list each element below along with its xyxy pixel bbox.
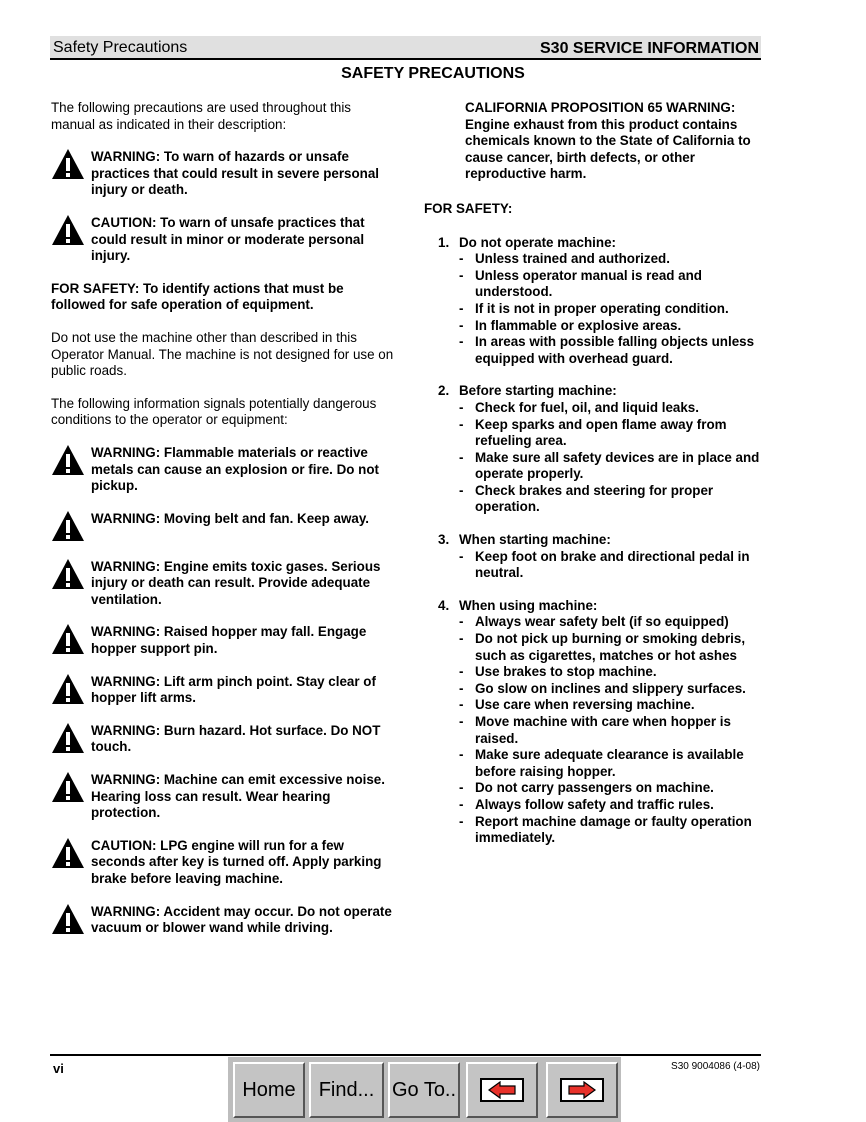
step-title: Before starting machine: bbox=[459, 383, 617, 399]
previous-page-button[interactable] bbox=[466, 1062, 538, 1118]
warning-triangle-icon bbox=[51, 557, 85, 591]
list-item bbox=[459, 334, 769, 367]
list-item-text: Go slow on inclines and slippery surfaces. bbox=[475, 680, 746, 696]
dash-bullet: - bbox=[459, 482, 464, 498]
warning-signal-text: CAUTION: LPG engine will run for a few seconds after key is turned off. Apply parking brake before leaving machine. bbox=[91, 837, 382, 886]
warning-triangle-icon bbox=[51, 147, 85, 181]
dash-bullet: - bbox=[459, 251, 464, 267]
safety-steps bbox=[424, 235, 769, 847]
list-item bbox=[459, 797, 769, 814]
dash-bullet: - bbox=[459, 747, 464, 763]
warning-signal bbox=[51, 624, 396, 657]
warning-signal-text: WARNING: Accident may occur. Do not operate vacuum or blower wand while driving. bbox=[91, 903, 392, 936]
warning-signal-text: WARNING: Moving belt and fan. Keep away. bbox=[91, 510, 370, 526]
dash-bullet: - bbox=[459, 631, 464, 647]
list-item-text: Make sure all safety devices are in place and operate properly. bbox=[475, 449, 760, 482]
warning-triangle-icon bbox=[51, 836, 85, 870]
intro-text: The following precautions are used throughout this manual as indicated in their description: bbox=[51, 100, 351, 132]
list-item-text: Keep sparks and open flame away from refueling area. bbox=[475, 416, 727, 449]
dash-bullet: - bbox=[459, 416, 464, 432]
list-item-text: Do not pick up burning or smoking debris, such as cigarettes, matches or hot ashes bbox=[475, 631, 746, 663]
warning-definition bbox=[51, 149, 396, 199]
document-id: S30 9004086 (4-08) bbox=[671, 1061, 760, 1072]
previous-arrow-frame bbox=[480, 1078, 524, 1102]
warning-triangle-icon bbox=[51, 213, 85, 247]
step-number: 3. bbox=[438, 532, 450, 548]
header-bar bbox=[50, 36, 761, 60]
list-item bbox=[459, 318, 769, 335]
list-item-text: Move machine with care when hopper is raised. bbox=[475, 714, 731, 746]
safety-step bbox=[424, 383, 769, 516]
dash-bullet: - bbox=[459, 714, 464, 729]
step-heading bbox=[424, 532, 769, 549]
warning-signal-text: WARNING: Engine emits toxic gases. Serious injury or death can result. Provide adequate ventilation. bbox=[91, 558, 381, 607]
list-item bbox=[459, 714, 769, 747]
dash-bullet: - bbox=[459, 548, 464, 564]
list-item bbox=[459, 301, 769, 318]
list-item bbox=[459, 417, 769, 450]
list-item bbox=[459, 697, 769, 714]
list-item bbox=[459, 251, 769, 268]
warning-signal bbox=[51, 511, 396, 543]
warning-triangle-icon bbox=[51, 509, 85, 543]
warning-triangle-icon bbox=[51, 770, 85, 804]
usage-note: Do not use the machine other than described in this Operator Manual. The machine is not designed for use on public roads. bbox=[51, 329, 394, 379]
step-items bbox=[424, 251, 769, 367]
dash-bullet: - bbox=[459, 267, 464, 283]
dash-bullet: - bbox=[459, 813, 464, 829]
list-item-text: Always wear safety belt (if so equipped) bbox=[475, 614, 729, 630]
step-title: When starting machine: bbox=[459, 532, 611, 548]
dash-bullet: - bbox=[459, 796, 464, 812]
footer-rule bbox=[50, 1054, 761, 1056]
list-item bbox=[459, 681, 769, 698]
warning-signal bbox=[51, 838, 396, 888]
list-item-text: Always follow safety and traffic rules. bbox=[475, 796, 714, 812]
list-item-text: In areas with possible falling objects unless equipped with overhead guard. bbox=[475, 334, 755, 366]
list-item bbox=[459, 747, 769, 780]
warning-definition-text: WARNING: To warn of hazards or unsafe practices that could result in severe personal injury or death. bbox=[91, 149, 380, 198]
warning-signal-text: WARNING: Flammable materials or reactive metals can cause an explosion or fire. Do not pickup. bbox=[91, 444, 379, 494]
caution-definition-text: CAUTION: To warn of unsafe practices that could result in minor or moderate personal injury. bbox=[91, 214, 365, 264]
section-name: Safety Precautions bbox=[53, 39, 188, 56]
warning-triangle-icon bbox=[51, 721, 85, 755]
for-safety-heading: FOR SAFETY: bbox=[424, 200, 513, 216]
nav-toolbar bbox=[228, 1057, 621, 1122]
warning-triangle-icon bbox=[51, 672, 85, 706]
dash-bullet: - bbox=[459, 664, 464, 680]
list-item-text: Check for fuel, oil, and liquid leaks. bbox=[475, 399, 699, 415]
step-title: When using machine: bbox=[459, 597, 598, 613]
list-item bbox=[459, 614, 769, 631]
list-item bbox=[459, 483, 769, 516]
for-safety-definition: FOR SAFETY: To identify actions that must be followed for safe operation of equipment. bbox=[51, 280, 344, 313]
prop65-warning: CALIFORNIA PROPOSITION 65 WARNING: Engine exhaust from this product contains chemicals known to the State of California to cause cancer, birth defects, or other reproductive harm. bbox=[465, 100, 751, 182]
list-item bbox=[459, 631, 769, 664]
home-button[interactable]: Home bbox=[233, 1062, 305, 1118]
warning-triangle-icon bbox=[51, 902, 85, 936]
page-title: SAFETY PRECAUTIONS bbox=[341, 65, 525, 82]
list-item bbox=[459, 549, 769, 582]
step-number: 1. bbox=[438, 234, 450, 250]
signals-intro: The following information signals potentially dangerous conditions to the operator or equipment: bbox=[51, 395, 377, 428]
next-arrow-frame bbox=[560, 1078, 604, 1102]
goto-button[interactable]: Go To.. bbox=[388, 1062, 460, 1118]
list-item-text: Unless trained and authorized. bbox=[475, 251, 670, 267]
dash-bullet: - bbox=[459, 780, 464, 796]
list-item-text: Report machine damage or faulty operation immediately. bbox=[475, 813, 752, 846]
warning-signal-text: WARNING: Machine can emit excessive noise. Hearing loss can result. Wear hearing protection. bbox=[91, 772, 385, 821]
step-number: 2. bbox=[438, 383, 450, 399]
step-number: 4. bbox=[438, 597, 450, 613]
warning-signal bbox=[51, 445, 396, 495]
dash-bullet: - bbox=[459, 697, 464, 713]
list-item-text: Make sure adequate clearance is available before raising hopper. bbox=[475, 747, 744, 779]
right-column bbox=[424, 100, 769, 863]
dash-bullet: - bbox=[459, 680, 464, 696]
dash-bullet: - bbox=[459, 317, 464, 333]
list-item bbox=[459, 780, 769, 797]
warning-triangle-icon bbox=[51, 443, 85, 477]
list-item-text: Keep foot on brake and directional pedal in neutral. bbox=[475, 548, 750, 581]
safety-step bbox=[424, 235, 769, 368]
caution-definition bbox=[51, 215, 396, 265]
page-number: vi bbox=[53, 1061, 64, 1076]
warning-signal bbox=[51, 674, 396, 707]
list-item-text: Check brakes and steering for proper operation. bbox=[475, 482, 714, 515]
list-item bbox=[459, 268, 769, 301]
list-item bbox=[459, 814, 769, 847]
dash-bullet: - bbox=[459, 614, 464, 630]
warning-signal-text: WARNING: Raised hopper may fall. Engage hopper support pin. bbox=[91, 624, 367, 657]
warning-signal bbox=[51, 723, 396, 756]
warning-signal bbox=[51, 904, 396, 937]
warning-triangle-icon bbox=[51, 622, 85, 656]
warning-signal-text: WARNING: Lift arm pinch point. Stay clear of hopper lift arms. bbox=[91, 673, 376, 706]
list-item bbox=[459, 400, 769, 417]
dash-bullet: - bbox=[459, 300, 464, 316]
warning-signal bbox=[51, 772, 396, 822]
dash-bullet: - bbox=[459, 334, 464, 350]
dash-bullet: - bbox=[459, 449, 464, 465]
list-item-text: If it is not in proper operating condition. bbox=[475, 300, 729, 316]
safety-step bbox=[424, 532, 769, 582]
left-arrow-icon bbox=[487, 1081, 517, 1099]
find-button[interactable]: Find... bbox=[309, 1062, 384, 1118]
safety-step bbox=[424, 598, 769, 847]
list-item-text: Use care when reversing machine. bbox=[475, 697, 695, 713]
list-item-text: Do not carry passengers on machine. bbox=[475, 780, 714, 796]
list-item-text: Unless operator manual is read and understood. bbox=[475, 267, 702, 300]
list-item-text: In flammable or explosive areas. bbox=[475, 317, 682, 333]
manual-title: S30 SERVICE INFORMATION bbox=[540, 40, 759, 57]
right-arrow-icon bbox=[567, 1081, 597, 1099]
step-title: Do not operate machine: bbox=[459, 234, 616, 250]
step-items bbox=[424, 400, 769, 516]
step-heading bbox=[424, 235, 769, 252]
next-page-button[interactable] bbox=[546, 1062, 618, 1118]
step-items bbox=[424, 614, 769, 846]
list-item bbox=[459, 450, 769, 483]
signals-list bbox=[51, 445, 396, 937]
warning-signal-text: WARNING: Burn hazard. Hot surface. Do NOT touch. bbox=[91, 722, 381, 755]
step-items bbox=[424, 549, 769, 582]
warning-signal bbox=[51, 559, 396, 609]
step-heading bbox=[424, 598, 769, 615]
list-item bbox=[459, 664, 769, 681]
list-item-text: Use brakes to stop machine. bbox=[475, 664, 657, 680]
dash-bullet: - bbox=[459, 399, 464, 415]
step-heading bbox=[424, 383, 769, 400]
left-column bbox=[51, 100, 396, 953]
